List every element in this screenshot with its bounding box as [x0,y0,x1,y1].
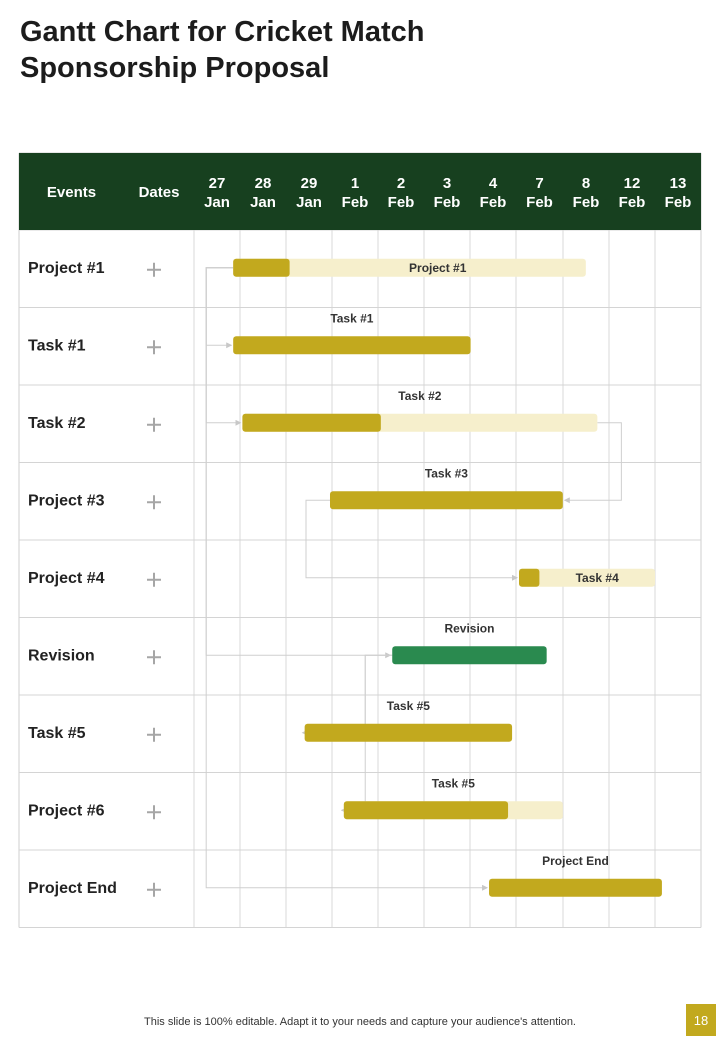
dependency-connector [306,500,517,578]
task-bar-label: Task #3 [424,466,468,481]
page-number-badge: 18 [686,1004,716,1036]
date-tick-day: 2 [396,175,406,192]
date-tick-day: 13 [669,175,687,192]
date-tick-day: 3 [442,175,452,192]
row-label: Project #1 [28,259,105,277]
plus-icon [147,883,161,897]
footer-note: This slide is 100% editable. Adapt it to your needs and capture your audience's attention. [144,1016,576,1028]
row-label: Task #2 [28,414,86,432]
task-bar-label: Task #5 [386,698,430,713]
row-label: Task #5 [28,724,86,742]
task-bar-progress [233,259,289,277]
task-bar-label: Task #2 [398,388,442,403]
task-bar-progress [330,491,563,509]
plus-icon [147,650,161,664]
date-tick-month: Jan [296,194,322,211]
table-header [19,153,701,230]
date-tick-day: 1 [350,175,360,192]
date-tick-month: Feb [664,194,692,211]
row-label: Task #1 [28,337,86,355]
date-tick-month: Jan [204,194,230,211]
header-dates: Dates [138,184,180,201]
dependency-connector [565,423,622,501]
row-label: Project End [28,879,117,897]
table-rows [28,260,161,897]
plus-icon [147,573,161,587]
task-bar-label: Revision [444,621,495,636]
date-tick-month: Jan [250,194,276,211]
plus-icon [147,805,161,819]
plus-icon [147,728,161,742]
date-tick-month: Feb [387,194,415,211]
plus-icon [147,495,161,509]
row-label: Revision [28,647,95,665]
dependency-connector [303,655,393,733]
date-tick-day: 7 [535,175,544,192]
dependency-connector [206,268,233,346]
date-tick-day: 4 [488,175,498,192]
header-events: Events [46,184,97,201]
task-bar-label: Project #1 [409,260,467,275]
task-bar-progress [305,724,512,742]
title-line-1: Gantt Chart for Cricket Match [20,16,425,48]
date-tick-day: 12 [623,175,641,192]
date-tick-month: Feb [526,194,553,211]
plus-icon [147,418,161,432]
date-tick-day: 8 [581,175,591,192]
date-tick-day: 27 [208,175,226,192]
header-background [19,153,701,230]
row-label: Project #6 [28,802,105,820]
date-tick-month: Feb [618,194,646,211]
task-bar-revision [392,646,546,664]
task-bar-label: Project End [542,853,609,868]
row-label: Project #3 [28,492,105,510]
plus-icon [147,263,161,277]
dependency-connector [206,268,390,656]
date-tick-day: 29 [300,175,318,192]
task-bar-progress [344,801,508,819]
title-line-2: Sponsorship Proposal [20,52,330,84]
task-bar-label: Task #4 [575,570,619,585]
date-tick-month: Feb [433,194,461,211]
row-label: Project #4 [28,569,105,587]
task-bar-progress [242,414,380,432]
task-bar-progress [519,569,539,587]
task-bar-progress [489,879,662,897]
plus-icon [147,340,161,354]
task-bar-label: Task #5 [431,776,475,791]
date-tick-month: Feb [572,194,600,211]
date-tick-month: Feb [341,194,369,211]
date-tick-month: Feb [479,194,507,211]
date-tick-day: 28 [254,175,272,192]
task-bar-progress [233,336,470,354]
task-bar-label: Task #1 [330,311,374,326]
